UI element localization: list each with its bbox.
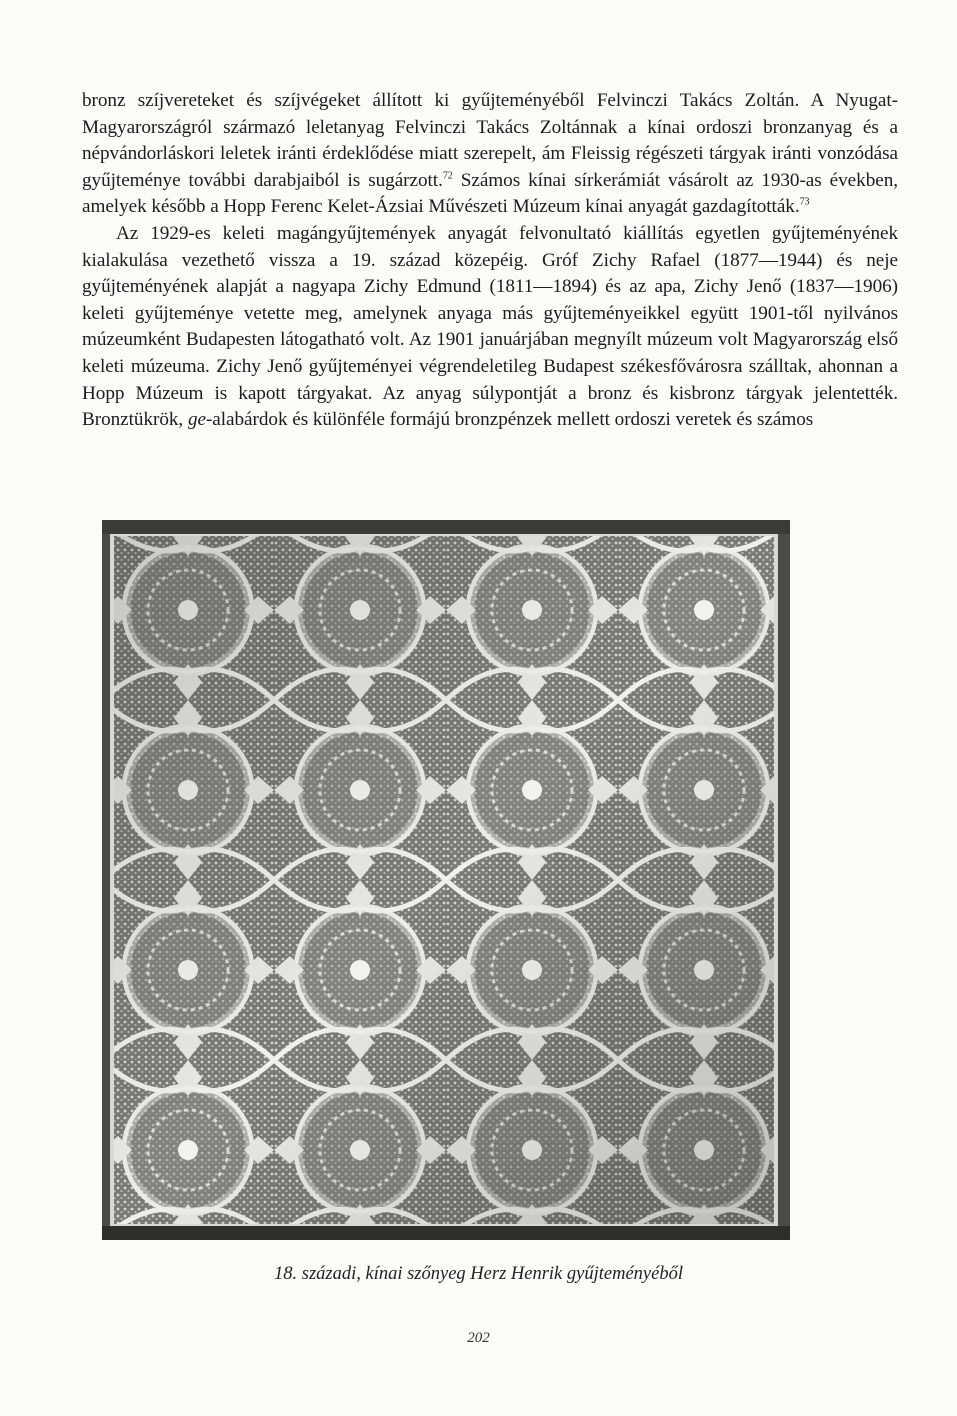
footnote-ref-72[interactable]: 72 <box>442 170 453 182</box>
carpet-photo <box>102 520 790 1240</box>
page-number: 202 <box>467 1330 490 1346</box>
paragraph-1-text-b: Számos kínai sírkerámiát vásárolt az 1930-as években, amelyek később a Hopp Ferenc Kelet-Ázsiai Művészeti Múzeum kínai anyagát gazdagították. <box>82 169 898 218</box>
body-text <box>82 88 898 434</box>
paragraph-2 <box>82 221 898 434</box>
figure-caption: 18. századi, kínai szőnyeg Herz Henrik gyűjteményéből <box>274 1264 683 1284</box>
paragraph-1-text-a: bronz szíjvereteket és szíjvégeket állított ki gyűjteményéből Felvinczi Takács Zoltán. A Nyugat-Magyarországról származó leletanyag Felvinczi Takács Zoltánnak a kínai ordoszi bronzanyag és a népvándorláskori leletek iránti érdeklődése miatt szerepelt, ám Fleissig régészeti tárgyak iránti vonzódása gyűjteménye további darabjaiból is sugárzott. <box>82 90 898 191</box>
paragraph-2-text-b: -alabárdok és különféle formájú bronzpénzek mellett ordoszi veretek és számos <box>205 409 814 431</box>
carpet-photo-icon <box>102 520 790 1240</box>
footnote-ref-73[interactable]: 73 <box>799 196 810 208</box>
paragraph-2-text-a: Az 1929-es keleti magángyűjtemények anyagát felvonultató kiállítás egyetlen gyűjteményének kialakulása vezethető vissza a 19. század közepéig. Gróf Zichy Rafael (1877—1944) és neje gyűjteményének alapját a nagyapa Zichy Edmund (1811—1894) és az apa, Zichy Jenő (1837—1906) keleti gyűjteménye vetette meg, amelynek anyaga más gyűjteményeikkel együtt 1901-től nyilvános múzeumként Budapesten látogatható volt. Az 1901 januárjában megnyílt múzeum volt Magyarország első keleti múzeuma. Zichy Jenő gyűjteményei végrendeletileg Budapest székesfővárosra szálltak, ahonnan a Hopp Múzeum is kapott tárgyakat. Az anyag súlypontját a bronz és kisbronz tárgyak jelentették. Bronztükrök, <box>82 222 898 431</box>
paragraph-2-italic: ge <box>187 409 206 431</box>
paragraph-1 <box>82 88 898 221</box>
